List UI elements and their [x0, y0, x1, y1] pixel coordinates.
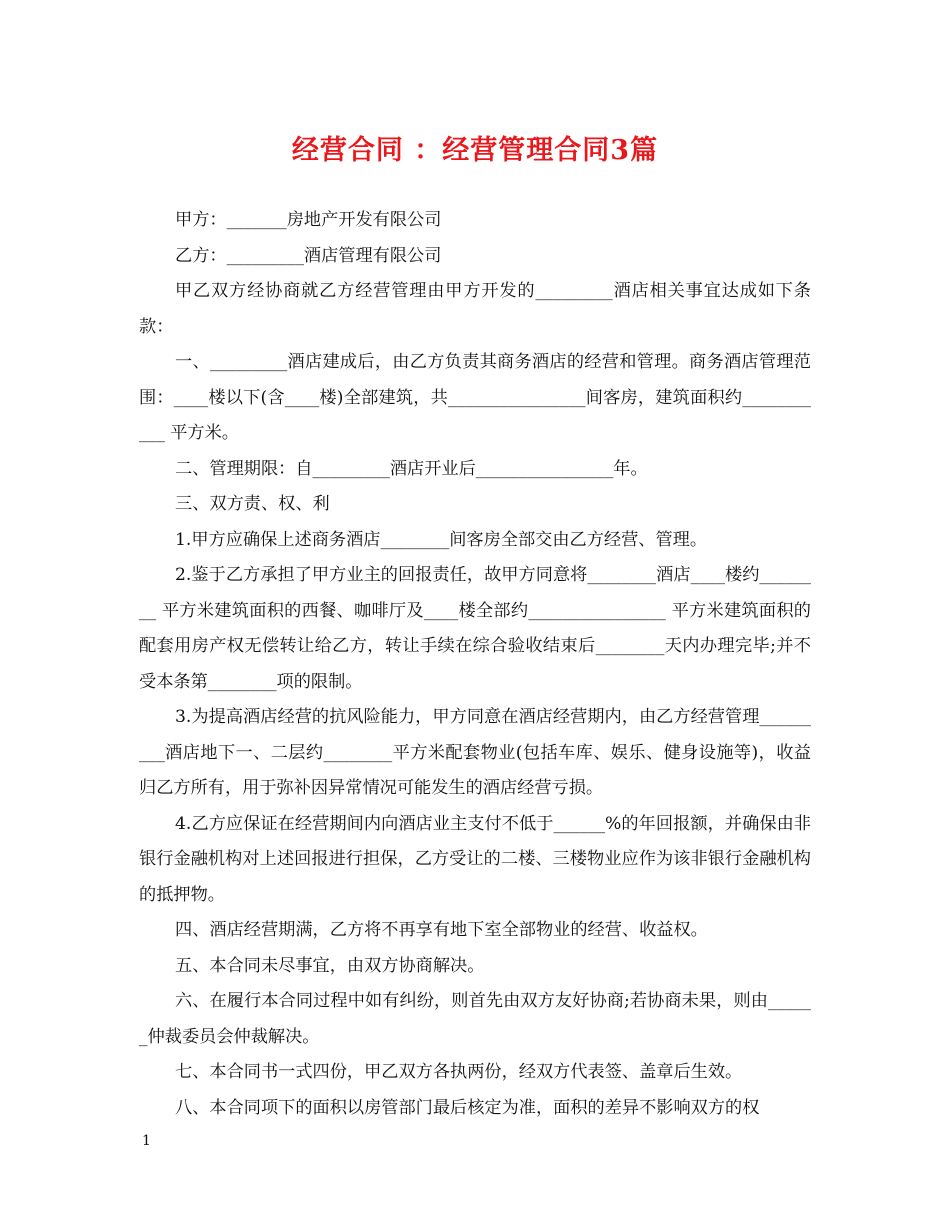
page-number: 1	[142, 1133, 151, 1149]
clause-1-paragraph: 一、_________酒店建成后，由乙方负责其商务酒店的经营和管理。商务酒店管理范围：____楼以下(含____楼)全部建筑，共________________间客房，建筑面积约___________ 平方米。	[139, 352, 811, 443]
clause-2-paragraph: 二、管理期限：自_________酒店开业后________________年。	[175, 458, 648, 479]
clause-4-paragraph: 四、酒店经营期满，乙方将不再享有地下室全部物业的经营、收益权。	[175, 920, 708, 940]
clause-3-item-3: 3.为提高酒店经营的抗风险能力，甲方同意在酒店经营期内，由乙方经营管理_________酒店地下一、二层约________平方米配套物业(包括车库、娱乐、健身设施等)，收益归乙方所有，用于弥补因异常情况可能发生的酒店经营亏损。	[139, 707, 811, 798]
clause-7-paragraph: 七、本合同书一式四份，甲乙双方各执两份，经双方代表签、盖章后生效。	[175, 1062, 743, 1082]
clause-3-item-2: 2.鉴于乙方承担了甲方业主的回报责任，故甲方同意将________酒店____楼约________ 平方米建筑面积的西餐、咖啡厅及____楼全部约________________ 平方米建筑面积的配套用房产权无偿转让给乙方，转让手续在综合验收结束后________天内办理完毕;并不受本条第________项的限制。	[139, 565, 811, 692]
party-a-line: 甲方：_______房地产开发有限公司	[175, 210, 442, 230]
document-title: 经营合同 ：经营管理合同3篇	[291, 135, 659, 166]
clause-6-paragraph: 六、在履行本合同过程中如有纠纷，则首先由双方友好协商;若协商未果，则由______仲裁委员会仲裁解决。	[139, 991, 811, 1047]
clause-3-item-4: 4.乙方应保证在经营期间内向酒店业主支付不低于______%的年回报额，并确保由非银行金融机构对上述回报进行担保，乙方受让的二楼、三楼物业应作为该非银行金融机构的抵押物。	[139, 813, 811, 905]
clause-3-heading: 三、双方责、权、利	[175, 494, 330, 514]
document-body	[139, 203, 811, 1126]
party-b-line: 乙方：_________酒店管理有限公司	[175, 245, 442, 266]
clause-5-paragraph: 五、本合同未尽事宜，由双方协商解决。	[175, 955, 485, 976]
preamble-paragraph: 甲乙双方经协商就乙方经营管理由甲方开发的_________酒店相关事宜达成如下条款：	[139, 281, 811, 337]
clause-8-paragraph: 八、本合同项下的面积以房管部门最后核定为准，面积的差异不影响双方的权	[175, 1097, 760, 1118]
clause-3-item-1: 1.甲方应确保上述商务酒店________间客房全部交由乙方经营、管理。	[175, 529, 708, 550]
